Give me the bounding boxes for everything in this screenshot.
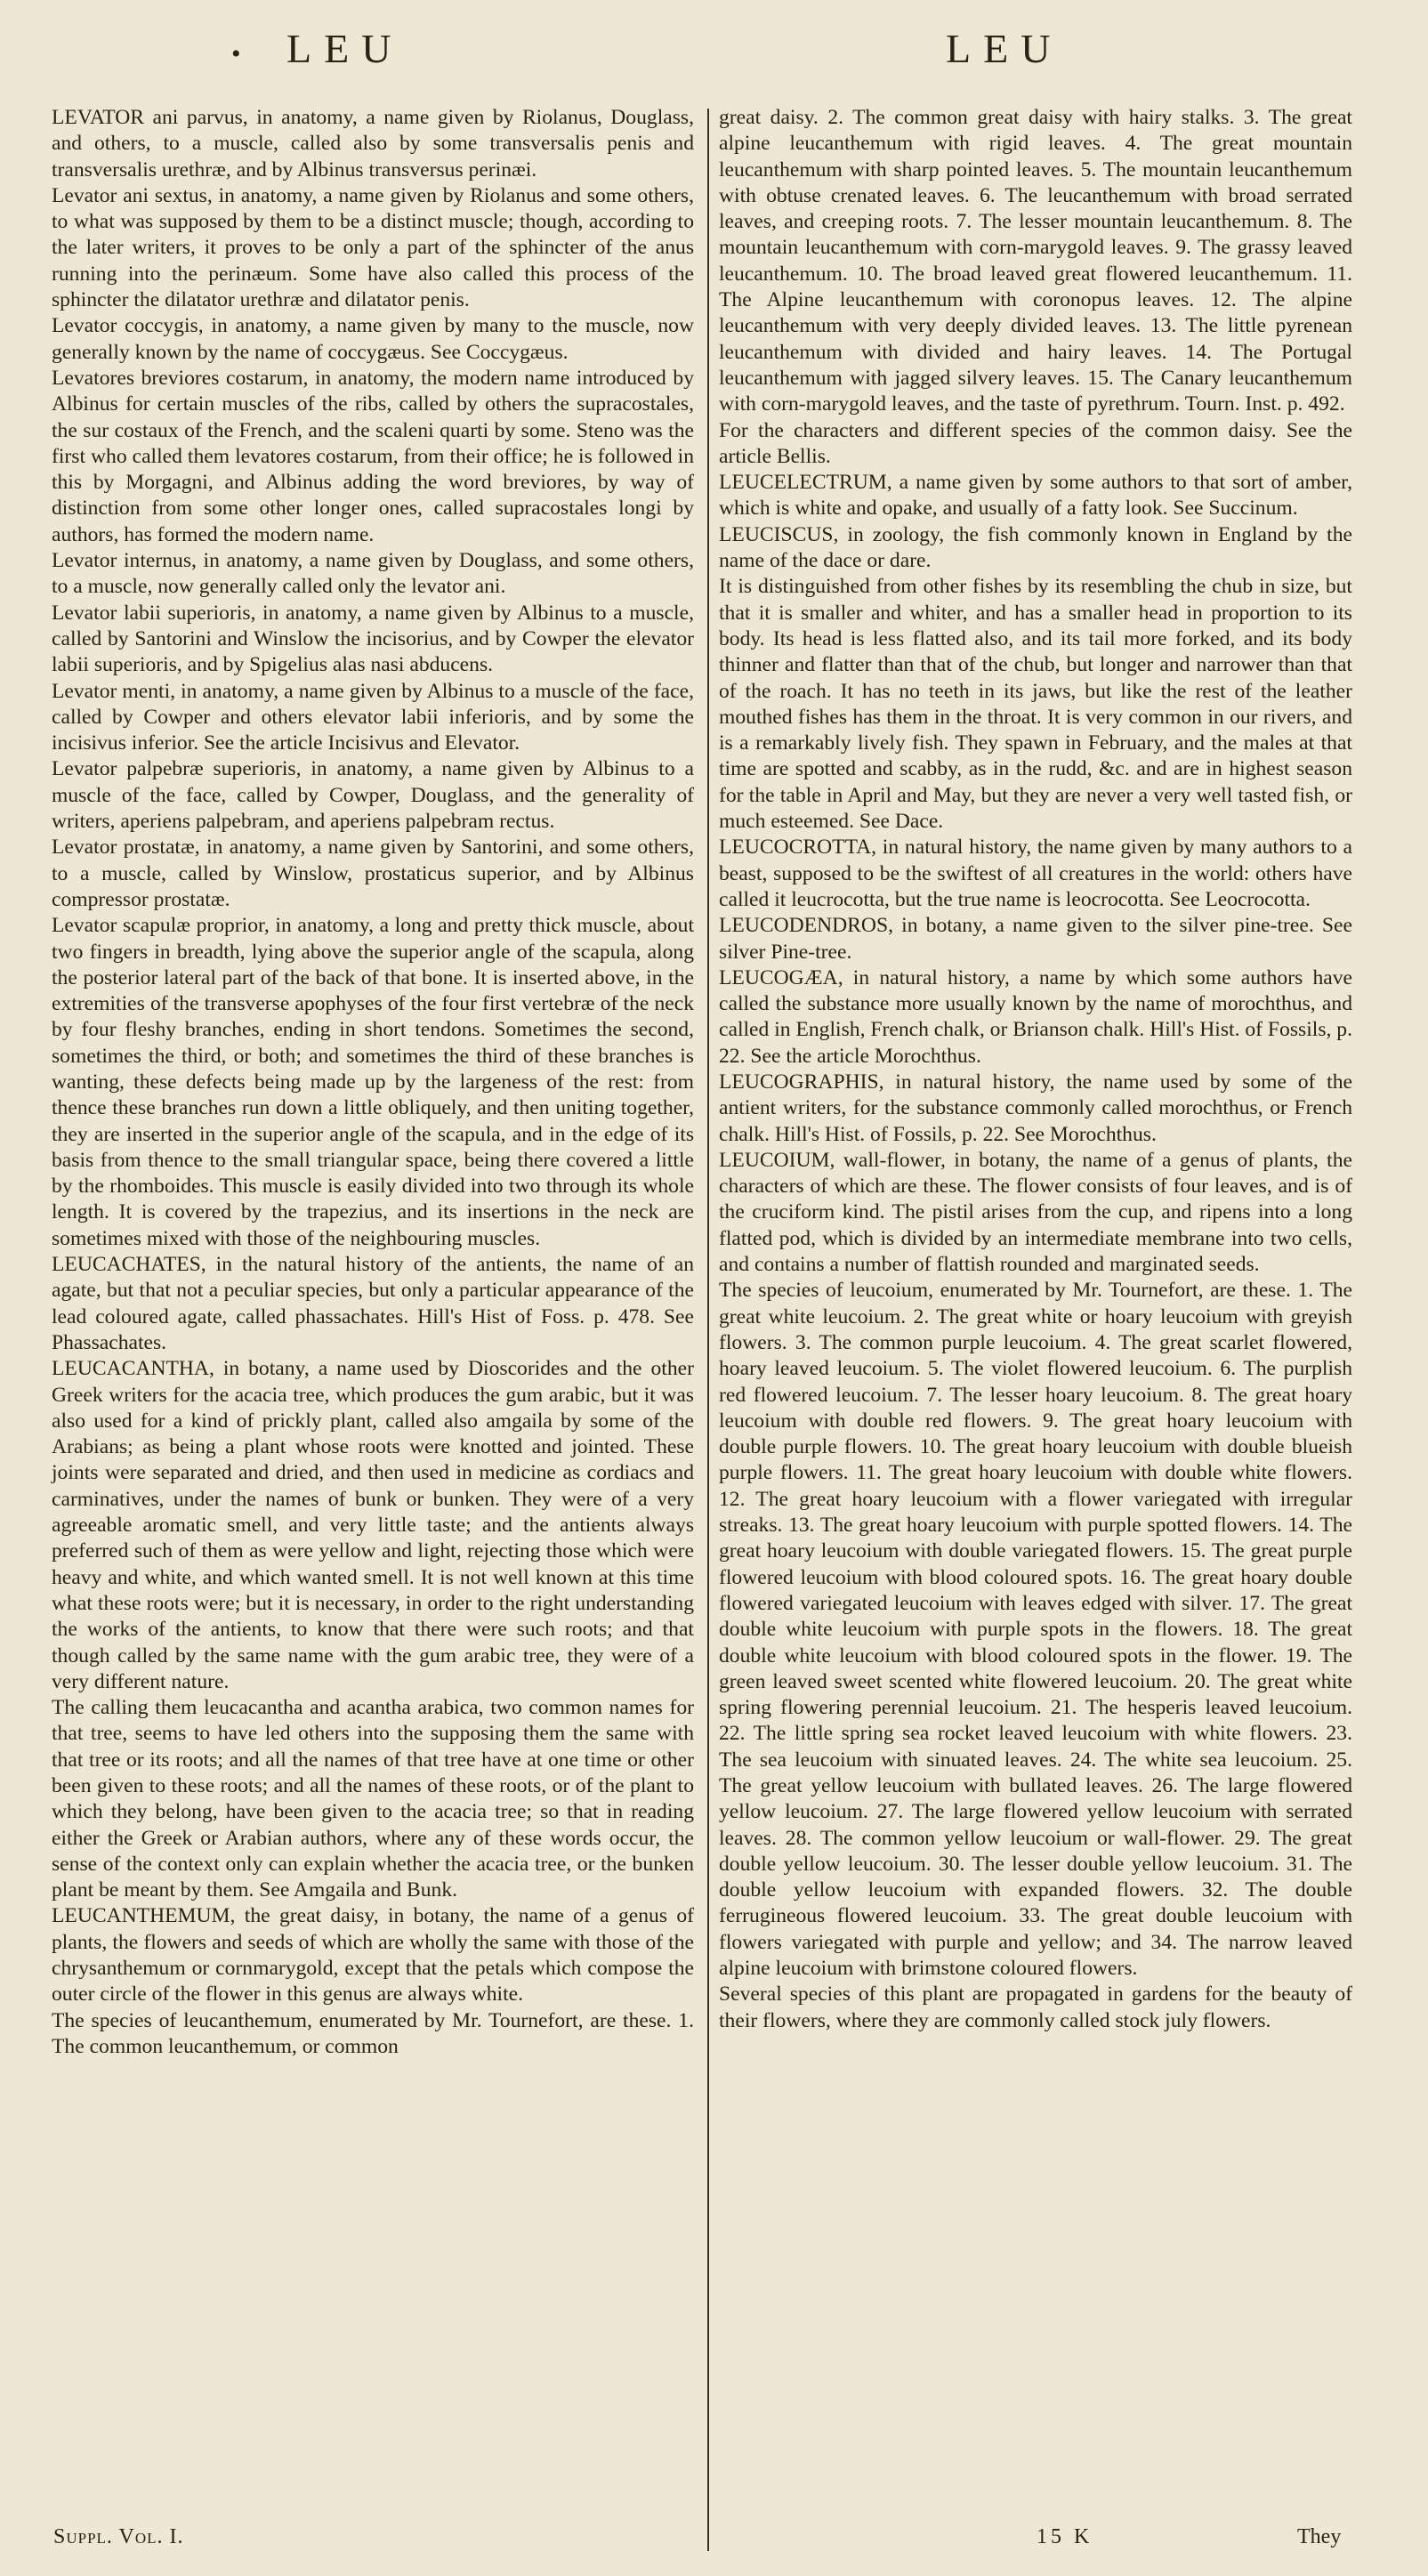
- entry-leucogaea: LEUCOGÆA, in natural history, a name by which some authors have called the substance more usually known by the name of morochthus, and called in English, French chalk, or Brianson chalk. Hill's Hist. of Fossils, p. 22. See the article Morochthus.: [719, 965, 1352, 1068]
- entry-leucocrotta: LEUCOCROTTA, in natural history, the name given by many authors to a beast, supposed to be the swiftest of all creatures in the world: others have called it leucrocotta, but the true name is leocrocotta. See Leocrocotta.: [719, 836, 1352, 911]
- entry-leucodendros: LEUCODENDROS, in botany, a name given to the silver pine-tree. See silver Pine-tree.: [719, 914, 1352, 964]
- column-divider: [707, 109, 709, 2551]
- entry-levator-internus: Levator internus, in anatomy, a name given by Douglass, and some others, to a muscle, now generally called only the levator ani.: [52, 549, 694, 599]
- right-column: [719, 105, 1352, 2034]
- header-dot: •: [231, 39, 241, 69]
- header-left-title: LEU: [286, 26, 404, 71]
- entry-leucoium-gardens: Several species of this plant are propagated in gardens for the beauty of their flowers, where they are commonly called stock july flowers.: [719, 1982, 1352, 2032]
- entry-leucelectrum: LEUCELECTRUM, a name given by some authors to that sort of amber, which is white and opake, and usually of a fatty look. See Succinum.: [719, 471, 1352, 521]
- entry-leuciscus: LEUCISCUS, in zoology, the fish commonly known in England by the name of the dace or dare.: [719, 522, 1352, 573]
- entry-leucacantha-cont: The calling them leucacantha and acantha arabica, two common names for that tree, seems to have led others into the supposing them the same with that tree or its roots; and all the names of that tree have at one time or other been given to these roots; and all the names of these roots, or of the plant to which they belong, have been given to the acacia tree; so that in reading either the Greek or Arabian authors, where any of these words occur, the sense of the context only can explain whether the acacia tree, or the bunken plant be meant by them. See Amgaila and Bunk.: [52, 1696, 694, 1902]
- entry-leucographis: LEUCOGRAPHIS, in natural history, the name used by some of the antient writers, for the substance commonly called morochthus, or French chalk. Hill's Hist. of Fossils, p. 22. See Morochthus.: [719, 1070, 1352, 1146]
- entry-levatores-breviores: Levatores breviores costarum, in anatomy, the modern name introduced by Albinus for certain muscles of the ribs, called by others the supracostales, the sur costaux of the French, and the scaleni quarti by some. Steno was the first who called them levatores costarum, from their office; he is followed in this by Morgagni, and Albinus adding the word breviores, by way of distinction from some other longer ones, called supracostales longi by authors, has formed the modern name.: [52, 366, 694, 546]
- entry-levator-labii: Levator labii superioris, in anatomy, a name given by Albinus to a muscle, called by Santorini and Winslow the incisorius, and by Cowper the elevator labii superioris, and by Spigelius alas nasi abducens.: [52, 601, 694, 677]
- entry-levator-menti: Levator menti, in anatomy, a name given by Albinus to a muscle of the face, called by Cowper and others elevator labii inferioris, and by some the incisivus inferior. See the article Incisivus and Elevator.: [52, 679, 694, 755]
- entry-levator-scapulae: Levator scapulæ proprior, in anatomy, a long and pretty thick muscle, about two fingers in breadth, lying above the superior angle of the scapula, along the posterior lateral part of the back of that bone. It is inserted above, in the extremities of the transverse apophyses of the four first vertebræ of the neck by four fleshy branches, ending in short tendons. Sometimes the second, sometimes the third, or both; and sometimes the third of these branches is wanting, these defects being made up by the largeness of the rest: from thence these branches run down a little obliquely, and then uniting together, they are inserted in the superior angle of the scapula, and in the edge of its basis from thence to the small triangular space, being there covered a little by the rhomboides. This muscle is easily divided into two through its whole length. It is covered by the trapezius, and its insertions in the neck are sometimes mixed with those of the neighbouring muscles.: [52, 914, 694, 1250]
- entry-levator-coccygis: Levator coccygis, in anatomy, a name given by many to the muscle, now generally known by the name of coccygæus. See Coccygæus.: [52, 314, 694, 364]
- catchword: They: [1297, 2525, 1342, 2548]
- header-right-title: LEU: [946, 26, 1063, 71]
- signature-mark: 15 K: [1037, 2525, 1093, 2548]
- entry-leucachates: LEUCACHATES, in the natural history of the antients, the name of an agate, but that not a peculiar species, but only a particular appearance of the lead coloured agate, called phassachates. Hill's Hist of Foss. p. 478. See Phassachates.: [52, 1253, 694, 1354]
- entry-leucanthemum: LEUCANTHEMUM, the great daisy, in botany, the name of a genus of plants, the flowers and seeds of which are wholly the same with those of the chrysanthemum or cornmarygold, except that the petals which compose the outer circle of the flower in this genus are always white.: [52, 1904, 694, 2007]
- entry-levator-palpebrae: Levator palpebræ superioris, in anatomy, a name given by Albinus to a muscle of the face, called by Cowper, Douglass, and the generality of writers, aperiens palpebram, and aperiens palpebram rectus.: [52, 757, 694, 834]
- entry-leucanthemum-cont: great daisy. 2. The common great daisy with hairy stalks. 3. The great alpine leucanthemum with rigid leaves. 4. The great mountain leucanthemum with sharp pointed leaves. 5. The mountain leucanthemum with obtuse crenated leaves. 6. The leucanthemum with broad serrated leaves, and creeping roots. 7. The lesser mountain leucanthemum. 8. The mountain leucanthemum with corn-marygold leaves. 9. The grassy leaved leucanthemum. 10. The broad leaved great flowered leucanthemum. 11. The Alpine leucanthemum with coronopus leaves. 12. The alpine leucanthemum with very deeply divided leaves. 13. The little pyrenean leucanthemum with divided and hairy leaves. 14. The Portugal leucanthemum with jagged silvery leaves. 15. The Canary leucanthemum with corn-marygold leaves, and the taste of pyrethrum. Tourn. Inst. p. 492.: [719, 106, 1352, 416]
- entry-leucanthemum-species: The species of leucanthemum, enumerated by Mr. Tournefort, are these. 1. The common leucanthemum, or common: [52, 2008, 694, 2058]
- entry-levator-ani-sextus: Levator ani sextus, in anatomy, a name given by Riolanus and some others, to what was supposed by them to be a distinct muscle; though, according to the later writers, it proves to be only a part of the sphincter of the anus running into the perinæum. Some have also called this process of the sphincter the dilatator urethræ and dilatator penis.: [52, 183, 694, 312]
- entry-leuciscus-desc: It is distinguished from other fishes by its resembling the chub in size, but that it is smaller and whiter, and has a smaller head in proportion to its body. Its head is less flatted also, and its tail more forked, and its body thinner and flatter than that of the chub, but longer and narrower than that of the roach. It has no teeth in its jaws, but like the rest of the leather mouthed fishes has them in the throat. It is very common in our rivers, and is a remarkably lively fish. They spawn in February, and the males at that time are spotted and scabby, as in the rudd, &c. and are in highest season for the table in April and May, but they are never a very well tasted fish, or much esteemed. See Dace.: [719, 575, 1352, 834]
- left-column: [52, 105, 694, 2060]
- entry-leucoium: LEUCOIUM, wall-flower, in botany, the name of a genus of plants, the characters of which are these. The flower consists of four leaves, and is of the cruciform kind. The pistil arises from the cup, and ripens into a long flatted pod, which is divided by an intermediate membrane into two cells, and contains a number of flattish rounded and marginated seeds.: [719, 1148, 1352, 1277]
- entry-levator-prostatae: Levator prostatæ, in anatomy, a name given by Santorini, and some others, to a muscle, called by Winslow, prostaticus superior, and by Albinus compressor prostatæ.: [52, 836, 694, 911]
- entry-daisy-ref: For the characters and different species of the common daisy. See the article Bellis.: [719, 418, 1352, 468]
- entry-leucacantha: LEUCACANTHA, in botany, a name used by Dioscorides and the other Greek writers for the acacia tree, which produces the gum arabic, but it was also used for a kind of prickly plant, called also amgaila by some of the Arabians; as being a plant whose roots were knotted and jointed. These joints were separated and dried, and then used in medicine as cordiacs and carminatives, under the names of bunk or bunken. They were of a very agreeable aromatic smell, and very little taste; and the antients always preferred such of them as were yellow and light, rejecting those which were heavy and white, and which wanted smell. It is not well known at this time what these roots were; but it is necessary, in order to the right understanding the works of the antients, to know that there were such roots; and that though called by the same name with the gum arabic tree, they were of a very different nature.: [52, 1357, 694, 1693]
- entry-levator-ani-parvus: LEVATOR ani parvus, in anatomy, a name given by Riolanus, Douglass, and others, to a muscle, called also by some transversalis penis and transversalis urethræ, and by Albinus transversus perinæi.: [52, 106, 694, 182]
- volume-label: Suppl. Vol. I.: [53, 2525, 184, 2548]
- entry-leucoium-species: The species of leucoium, enumerated by Mr. Tournefort, are these. 1. The great white leucoium. 2. The great white or hoary leucoium with greyish flowers. 3. The common purple leucoium. 4. The great scarlet flowered, hoary leaved leucoium. 5. The violet flowered leucoium. 6. The purplish red flowered leucoium. 7. The lesser hoary leucoium. 8. The great hoary leucoium with double red flowers. 9. The great hoary leucoium with double purple flowers. 10. The great hoary leucoium with double blueish purple flowers. 11. The great hoary leucoium with double white flowers. 12. The great hoary leucoium with a flower variegated with irregular streaks. 13. The great hoary leucoium with purple spotted flowers. 14. The great hoary leucoium with double variegated flowers. 15. The great purple flowered leucoium with blood coloured spots. 16. The great hoary double flowered variegated leucoium with leaves edged with silver. 17. The great double white leucoium with purple spots in the flowers. 18. The great double white leucoium with blood coloured spots in the flower. 19. The green leaved sweet scented white flowered leucoium. 20. The great white spring flowering perennial leucoium. 21. The hesperis leaved leucoium. 22. The little spring sea rocket leaved leucoium with white flowers. 23. The sea leucoium with sinuated leaves. 24. The white sea leucoium. 25. The great yellow leucoium with bullated leaves. 26. The large flowered yellow leucoium. 27. The large flowered yellow leucoium with serrated leaves. 28. The common yellow leucoium or wall-flower. 29. The great double yellow leucoium. 30. The lesser double yellow leucoium. 31. The double yellow leucoium with expanded flowers. 32. The double ferrugineous flowered leucoium. 33. The great double leucoium with flowers variegated with purple and yellow; and 34. The narrow leaved alpine leucoium with brimstone coloured flowers.: [719, 1279, 1352, 1981]
